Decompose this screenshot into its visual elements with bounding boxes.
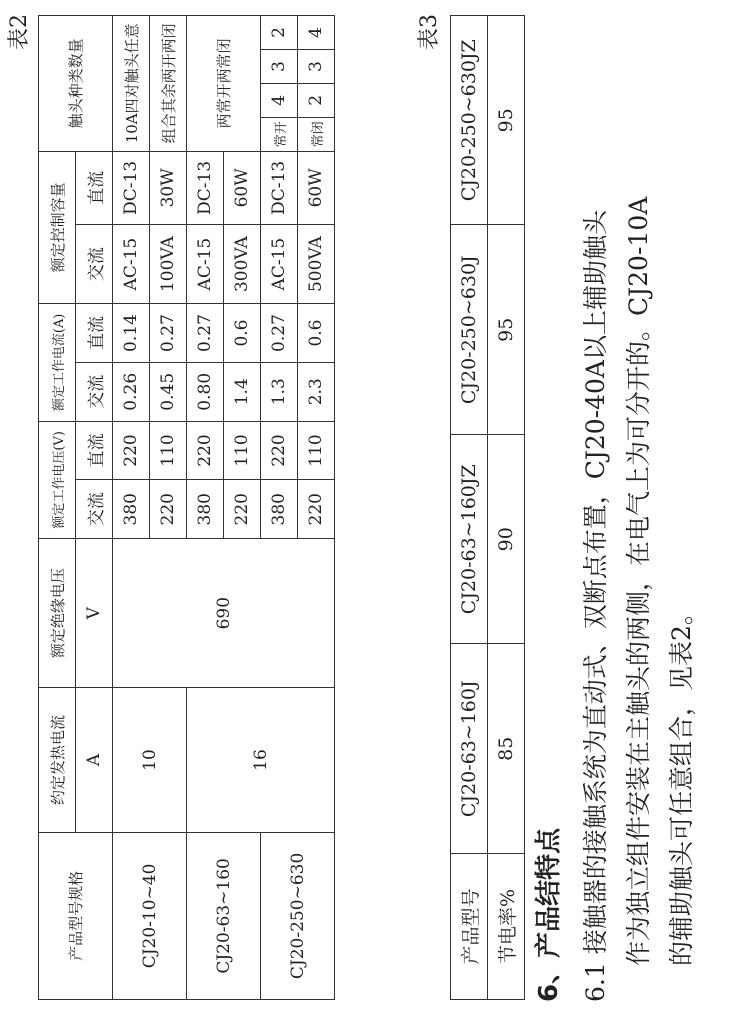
header-contact-types: 触头种类数量	[39, 16, 113, 152]
contact-desc: 两常开两常闭	[187, 16, 261, 152]
table-cell: 0.26	[113, 362, 150, 421]
table-cell: 1.4	[224, 362, 261, 421]
table-cell: 3	[261, 50, 298, 84]
table-cell: 110	[298, 421, 335, 480]
header-working-voltage: 额定工作电压(V)	[39, 421, 76, 538]
sub-ac: 交流	[76, 225, 113, 304]
table-cell: 500VA	[298, 225, 335, 304]
thermal-current-cell: 10	[113, 688, 187, 833]
table-cell: AC-15	[113, 225, 150, 304]
table-cell: 0.45	[150, 362, 187, 421]
table3	[450, 15, 525, 1000]
table3-model: CJ20-250~630J	[451, 225, 488, 435]
contact-label-nc: 常闭	[298, 117, 335, 151]
table-cell: 380	[187, 480, 224, 539]
table-cell: 2	[298, 83, 335, 117]
table3-value: 95	[488, 225, 525, 435]
table-cell: 220	[261, 421, 298, 480]
table-cell: 380	[113, 480, 150, 539]
table3-value: 95	[488, 16, 525, 226]
table-cell: 30W	[150, 151, 187, 224]
table-cell: 0.6	[224, 304, 261, 363]
header-thermal-current: 约定发热电流	[39, 688, 76, 833]
table3-header: 节电率%	[488, 854, 525, 1000]
table-cell: 220	[298, 480, 335, 539]
thermal-current-cell: 16	[187, 688, 335, 833]
table-cell: 0.27	[187, 304, 224, 363]
unit-current: A	[76, 688, 113, 833]
table-cell: DC-13	[187, 151, 224, 224]
table3-value: 90	[488, 435, 525, 645]
table2	[38, 15, 335, 1000]
table-cell: 2	[261, 16, 298, 50]
table2-caption: 表2	[7, 14, 32, 50]
paragraph-line: 6.1 接触器的接触系统为直动式、双断点布置，CJ20-40A以上辅助触头	[581, 210, 610, 1002]
table-cell: 0.14	[113, 304, 150, 363]
table3-value: 85	[488, 644, 525, 854]
table-cell: AC-15	[261, 225, 298, 304]
table-cell: AC-15	[187, 225, 224, 304]
header-working-current: 额定工作电流(A)	[39, 304, 76, 421]
table-cell: 220	[150, 480, 187, 539]
section-heading: 6、产品结特点	[534, 827, 564, 1002]
table3-caption: 表3	[417, 14, 442, 50]
table-cell: 60W	[224, 151, 261, 224]
table-cell: DC-13	[261, 151, 298, 224]
table-cell: 1.3	[261, 362, 298, 421]
table-cell: 300VA	[224, 225, 261, 304]
table-cell: 110	[224, 421, 261, 480]
section-paragraph	[574, 17, 703, 1002]
paragraph-line: 的辅助触头可任意组合，见表2。	[667, 600, 696, 966]
table-cell: 2.3	[298, 362, 335, 421]
table3-model: CJ20-63~160J	[451, 644, 488, 854]
table-cell: 4	[261, 83, 298, 117]
sub-dc: 直流	[76, 304, 113, 363]
model-cell: CJ20-63~160	[187, 832, 261, 999]
unit-voltage: V	[76, 539, 113, 688]
sub-ac: 交流	[76, 480, 113, 539]
contact-desc: 组合其余两开两闭	[150, 16, 187, 152]
table-cell: 0.80	[187, 362, 224, 421]
sub-ac: 交流	[76, 362, 113, 421]
model-cell: CJ20-250~630	[261, 832, 335, 999]
table-cell: 0.27	[150, 304, 187, 363]
table-cell: 380	[261, 480, 298, 539]
header-insulation-voltage: 额定绝缘电压	[39, 539, 76, 688]
table-cell: 0.6	[298, 304, 335, 363]
sub-dc: 直流	[76, 151, 113, 224]
table-cell: DC-13	[113, 151, 150, 224]
sub-dc: 直流	[76, 421, 113, 480]
table-cell: 220	[187, 421, 224, 480]
contact-desc: 10A四对触头任意	[113, 16, 150, 152]
table3-model: CJ20-250~630JZ	[451, 16, 488, 226]
paragraph-line: 作为独立组件安装在主触头的两侧，在电气上为可分开的。CJ20-10A	[624, 196, 653, 966]
table-cell: 100VA	[150, 225, 187, 304]
table-cell: 3	[298, 50, 335, 84]
header-control-capacity: 额定控制容量	[39, 151, 76, 304]
table-cell: 4	[298, 16, 335, 50]
table-cell: 0.27	[261, 304, 298, 363]
table-cell: 60W	[298, 151, 335, 224]
table-cell: 220	[113, 421, 150, 480]
table-cell: 220	[224, 480, 261, 539]
insulation-voltage-cell: 690	[113, 539, 335, 688]
header-model: 产品型号规格	[39, 832, 113, 999]
table3-model: CJ20-63~160JZ	[451, 435, 488, 645]
table-cell: 110	[150, 421, 187, 480]
table3-header: 产品型号	[451, 854, 488, 1000]
model-cell: CJ20-10~40	[113, 832, 187, 999]
contact-label-no: 常开	[261, 117, 298, 151]
